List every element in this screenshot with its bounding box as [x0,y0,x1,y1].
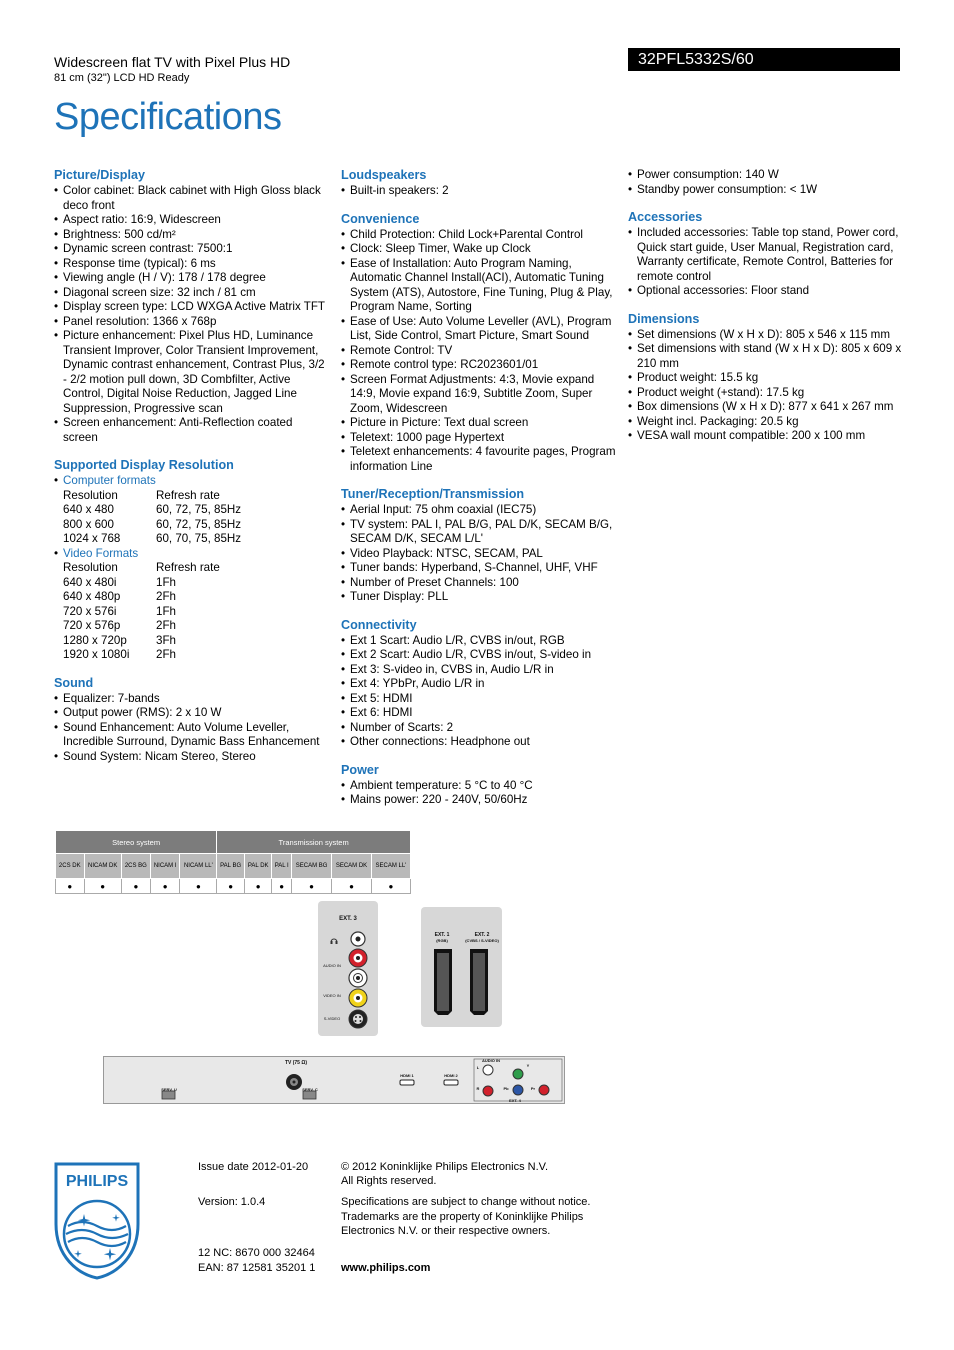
table-row [63,518,241,533]
table-row [63,634,220,649]
issue-date: Issue date 2012-01-20 [198,1161,309,1173]
table-cell: 640 x 480i [63,575,117,589]
system-column-header: NICAM DK [84,854,121,879]
spec-item: • Remote Control: TV [341,344,616,359]
spec-item: • Ext 2 Scart: Audio L/R, CVBS in/out, S-video in [341,648,616,663]
spec-item: • Optional accessories: Floor stand [628,284,903,299]
spec-item: • Ambient temperature: 5 °C to 40 °C [341,779,616,794]
table-cell: 60, 72, 75, 85Hz [156,503,242,516]
spec-item: • Video Playback: NTSC, SECAM, PAL [341,547,616,562]
column-header: Refresh rate [156,561,220,574]
spec-item: • Color cabinet: Black cabinet with High Gloss black deco front [54,184,329,213]
spec-item: • Included accessories: Table top stand, Power cord, Quick start guide, User Manual, Registration card, Warranty certificate, Remote Control, Batteries for remote control [628,226,903,284]
spec-item: • Screen Format Adjustments: 4:3, Movie expand 14:9, Movie expand 16:9, Subtitle Zoom, Super Zoom, Widescreen [341,373,616,417]
section-loudspeakers [341,168,616,199]
system-column-header: PAL BG [217,854,245,879]
disclaimer: Specifications are subject to change without notice. Trademarks are the property of Koninklijke Philips Electronics N.V. or their respective owners. [341,1196,591,1237]
model-badge: 32PFL5332S/60 [628,48,900,71]
pb-jack [513,1085,523,1095]
spec-item: • Equalizer: 7-bands [54,692,329,707]
pin [355,1020,357,1022]
table-cell: 720 x 576i [63,604,117,618]
copyright: © 2012 Koninklijke Philips Electronics N.V. [341,1161,549,1173]
section-tuner [341,487,616,605]
section-accessories [628,210,903,299]
column-header: Resolution [63,488,118,502]
section-heading: Picture/Display [54,168,145,182]
scart-pins [437,953,449,1011]
ext1-label: EXT. 1 [434,932,450,938]
ext2-label: EXT. 2 [474,932,490,938]
section-convenience [341,212,616,475]
spec-item: • Other connections: Headphone out [341,735,616,750]
serv-u-port [162,1091,175,1099]
section-power [341,763,616,808]
spec-list [54,547,329,562]
table-cell: 60, 70, 75, 85Hz [156,532,242,545]
stereo-system-header: Stereo system [56,831,217,854]
table-cell: 2Fh [156,619,176,632]
video-formats-label: • Video Formats [54,547,329,562]
supported-mark: ● [272,879,292,894]
transmission-system-header: Transmission system [217,831,411,854]
system-column-header: PAL I [272,854,292,879]
brand-wordmark: PHILIPS [65,1173,129,1190]
spec-item: • Ease of Use: Auto Volume Leveller (AVL), Program List, Side Control, Smart Picture, Smart Sound [341,315,616,344]
website-link[interactable]: www.philips.com [341,1262,431,1274]
spec-item: • Dynamic screen contrast: 7500:1 [54,242,329,257]
spec-list [341,634,616,750]
spec-list [341,503,616,605]
audio-l-rear-jack [483,1065,493,1075]
supported-mark: ● [121,879,150,894]
audio-r-rear-jack [483,1086,493,1096]
supported-mark: ● [292,879,332,894]
ext2-sublabel: (CVBS / S-VIDEO) [465,938,499,943]
hdmi1-port [400,1080,414,1085]
spec-list [628,226,903,299]
serv-c-label: SERV. C [302,1087,318,1092]
s-video-label: S-VIDEO [323,1016,341,1021]
section-heading: Tuner/Reception/Transmission [341,487,525,501]
section-heading: Convenience [341,211,420,226]
spec-item: • TV system: PAL I, PAL B/G, PAL D/K, SECAM B/G, SECAM D/K, SECAM L/L' [341,518,616,547]
section-resolution [54,458,329,663]
spec-list [341,779,616,808]
spec-item: • Screen enhancement: Anti-Reflection coated screen [54,416,329,445]
rear-connector-panel [103,1056,565,1104]
section-heading: Sound [54,675,94,690]
table-cell: 60, 72, 75, 85Hz [156,517,242,531]
spec-item: • Ext 4: YPbPr, Audio L/R in [341,677,616,692]
nc-code: 12 NC: 8670 000 32464 [198,1247,315,1259]
supported-mark: ● [84,879,121,894]
table-cell: 1Fh [156,604,176,618]
table-row [63,619,220,634]
table-cell: 1280 x 720p [63,633,127,647]
column-header: Resolution [63,561,118,574]
hdmi2-port [444,1080,458,1085]
spec-item: • Ext 3: S-video in, CVBS in, Audio L/R in [341,663,616,678]
spec-item: • Number of Scarts: 2 [341,721,616,736]
ean-code: EAN: 87 12581 35201 1 [198,1262,316,1274]
table-cell: 2Fh [156,590,176,603]
y-label: Y [526,1063,530,1068]
spec-list [54,184,329,445]
spec-item: • Weight incl. Packaging: 20.5 kg [628,415,903,430]
table-row [63,532,241,547]
spec-item: • Number of Preset Channels: 100 [341,576,616,591]
jack-hole [356,956,360,960]
system-column-header: NICAM LL' [180,854,217,879]
jack-hole [356,976,360,980]
spec-item: • Built-in speakers: 2 [341,184,616,199]
spec-item: • Output power (RMS): 2 x 10 W [54,706,329,721]
table-cell: 720 x 576p [63,619,121,632]
spec-column-2 [341,168,616,821]
spec-list [628,328,903,444]
section-heading: Supported Display Resolution [54,458,234,472]
aerial-input-pin [293,1081,296,1084]
section-heading: Dimensions [628,311,700,326]
product-size-line: 81 cm (32") LCD HD Ready [54,72,190,84]
scart-connectors-svg [421,907,502,1027]
spec-item: • Response time (typical): 6 ms [54,257,329,272]
hdmi1-label: HDMI 1 [400,1073,414,1078]
rear-connectors-svg [104,1057,564,1103]
spec-item: • Tuner bands: Hyperband, S-Channel, UHF, VHF [341,561,616,576]
section-connectivity [341,618,616,750]
spec-list [54,692,329,765]
spec-item: • Power consumption: 140 W [628,168,903,183]
version: Version: 1.0.4 [198,1196,266,1208]
spec-item: • Display screen type: LCD WXGA Active Matrix TFT [54,300,329,315]
pin [359,1016,361,1018]
hdmi2-label: HDMI 2 [444,1073,458,1078]
spec-item: • Teletext enhancements: 4 favourite pages, Program information Line [341,445,616,474]
table-cell: 800 x 600 [63,517,114,531]
spec-item: • Diagonal screen size: 32 inch / 81 cm [54,286,329,301]
spec-item: • Tuner Display: PLL [341,590,616,605]
spec-item: • Aerial Input: 75 ohm coaxial (IEC75) [341,503,616,518]
philips-logo [54,1162,140,1280]
spec-item: • Teletext: 1000 page Hypertext [341,431,616,446]
system-table [55,830,411,894]
section-heading: Connectivity [341,617,417,632]
computer-formats-label: • Computer formats [54,474,329,489]
system-column-header: NICAM I [150,854,180,879]
table-cell: 640 x 480 [63,503,114,516]
scart-pins [473,953,485,1011]
table-row [63,648,220,663]
supported-mark: ● [332,879,372,894]
y-jack [513,1069,523,1079]
column-header: Refresh rate [156,488,220,502]
table-cell: 1Fh [156,575,176,589]
table-row [63,590,220,605]
page-title: Specifications [54,96,282,138]
scart-panel [421,907,502,1027]
r-label: R [476,1086,480,1091]
pb-label: Pb [503,1086,509,1091]
spec-item: • Picture in Picture: Text dual screen [341,416,616,431]
supported-mark: ● [180,879,217,894]
table-row [63,503,241,518]
table-cell: 1920 x 1080i [63,648,130,661]
spec-list [341,184,616,199]
section-heading: Accessories [628,210,703,224]
l-label: L [476,1065,480,1070]
table-row [63,605,220,620]
spec-item: • Set dimensions (W x H x D): 805 x 546 x 115 mm [628,328,903,343]
serv-u-label: SERV. U [161,1087,177,1092]
video-in-label: VIDEO IN [323,993,341,998]
system-column-header: 2CS DK [56,854,85,879]
supported-mark: ● [150,879,180,894]
spec-item: • Picture enhancement: Pixel Plus HD, Luminance Transient Improver, Color Transient Improvement, Dynamic contrast enhancement, Contrast Plus, 3/2 - 2/2 motion pull down, 3D Combfilter, Active Control, Digital Noise Reduction, Jagged Line Suppression, Progressive scan [54,329,329,416]
section-power-continued [628,168,903,197]
spec-item: • Sound System: Nicam Stereo, Stereo [54,750,329,765]
spec-list [54,474,329,489]
section-heading: Loudspeakers [341,168,427,182]
system-column-header: 2CS BG [121,854,150,879]
spec-item: • Ext 1 Scart: Audio L/R, CVBS in/out, RGB [341,634,616,649]
spec-item: • Ext 5: HDMI [341,692,616,707]
table-cell: 1024 x 768 [63,532,121,545]
spec-item: • Brightness: 500 cd/m² [54,228,329,243]
pin [355,1016,357,1018]
supported-mark: ● [245,879,272,894]
spec-item: • Child Protection: Child Lock+Parental Control [341,228,616,243]
spec-item: • Ext 6: HDMI [341,706,616,721]
spec-item: • VESA wall mount compatible: 200 x 100 mm [628,429,903,444]
spec-column-3 [628,168,903,457]
spec-column-1 [54,168,329,777]
serv-c-port [303,1091,316,1099]
system-column-header: PAL DK [245,854,272,879]
supported-mark: ● [371,879,410,894]
spec-item: • Product weight (+stand): 17.5 kg [628,386,903,401]
table-row [63,576,220,591]
ext4-label: EXT. 4 [509,1098,521,1103]
jack-hole [356,996,360,1000]
spec-item: • Ease of Installation: Auto Program Naming, Automatic Channel Install(ACI), Automatic Tuning System (ATS), Autostore, Fine Tuning, Plug & Play, Program Name, Sorting [341,257,616,315]
audio-in-label: AUDIO IN [323,963,341,968]
jack-ring [353,1014,363,1024]
spec-item: • Remote control type: RC2023601/01 [341,358,616,373]
supported-mark: ● [56,879,85,894]
video-formats-table [63,561,220,663]
product-subtitle: Widescreen flat TV with Pixel Plus HD [54,54,291,70]
side-connector-panel [318,901,378,1036]
ext1-sublabel: (RGB) [436,938,448,943]
pr-label: Pr [530,1086,536,1091]
headphone-icon [331,939,338,944]
system-column-header: SECAM DK [332,854,372,879]
system-column-header: SECAM LL' [371,854,410,879]
spec-item: • Box dimensions (W x H x D): 877 x 641 x 267 mm [628,400,903,415]
spec-list [628,168,903,197]
pin [360,1020,362,1022]
spec-item: • Clock: Sleep Timer, Wake up Clock [341,242,616,257]
section-heading: Power [341,762,379,777]
jack-hole [356,937,361,942]
spec-item: • Sound Enhancement: Auto Volume Leveller, Incredible Surround, Dynamic Bass Enhancement [54,721,329,750]
ext3-label: EXT. 3 [339,916,357,922]
table-cell: 640 x 480p [63,590,121,603]
table-cell: 2Fh [156,648,176,661]
spec-item: • Mains power: 220 - 240V, 50/60Hz [341,793,616,808]
spec-item: • Standby power consumption: < 1W [628,183,903,198]
tv-input-label: TV (75 Ω) [284,1060,308,1066]
section-picture [54,168,329,445]
spec-item: • Aspect ratio: 16:9, Widescreen [54,213,329,228]
spec-item: • Product weight: 15.5 kg [628,371,903,386]
supported-mark: ● [217,879,245,894]
system-column-header: SECAM BG [292,854,332,879]
spec-list [341,228,616,475]
audio-in-rear-label: AUDIO IN [482,1058,500,1063]
spec-item: • Viewing angle (H / V): 178 / 178 degree [54,271,329,286]
computer-formats-table [63,489,241,547]
spec-item: • Set dimensions with stand (W x H x D): 805 x 609 x 210 mm [628,342,903,371]
table-cell: 3Fh [156,633,176,647]
pr-jack [539,1085,549,1095]
rights: All Rights reserved. [341,1175,437,1187]
section-dimensions [628,312,903,444]
spec-item: • Panel resolution: 1366 x 768p [54,315,329,330]
section-sound [54,676,329,765]
